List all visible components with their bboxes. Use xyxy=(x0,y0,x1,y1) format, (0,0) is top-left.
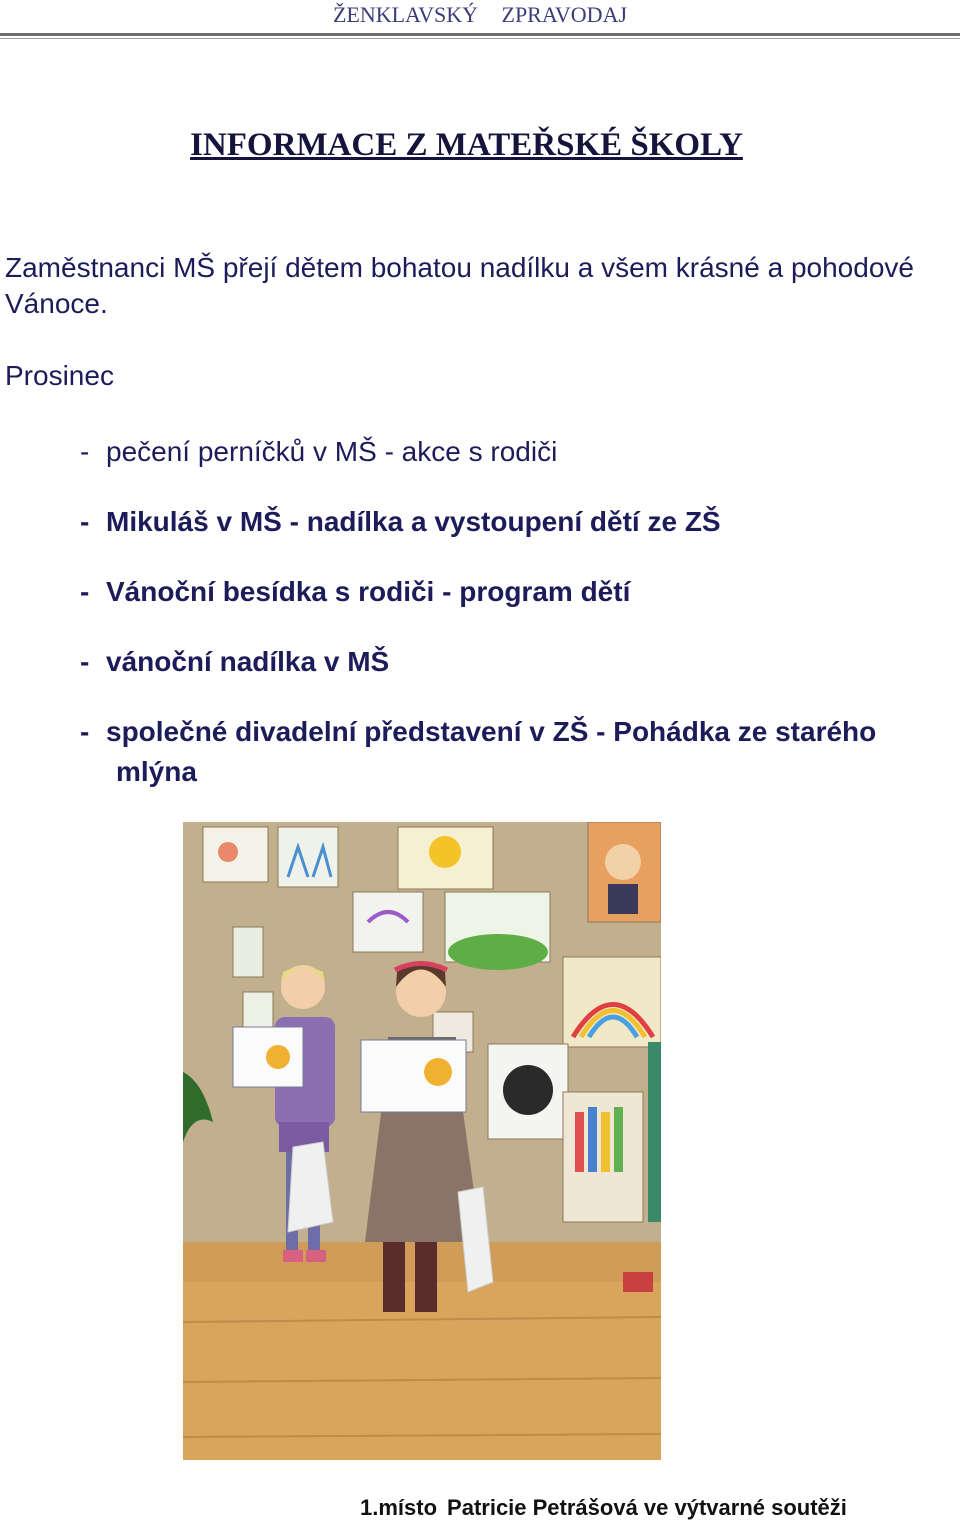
portrait-face xyxy=(605,844,641,880)
diploma-1-emblem xyxy=(266,1045,290,1069)
event-text: Mikuláš v MŠ - nadílka a vystoupení dětí ze ZŠ xyxy=(106,506,721,537)
child-2-boot xyxy=(415,1242,437,1312)
event-text: Vánoční besídka s rodiči - program dětí xyxy=(106,576,631,607)
hill-shape xyxy=(448,934,548,970)
pencil-green xyxy=(614,1107,623,1172)
list-dash: - xyxy=(80,646,90,677)
list-item xyxy=(80,502,930,542)
event-list xyxy=(80,432,930,822)
list-item xyxy=(80,432,930,472)
drawing-figure xyxy=(218,842,238,862)
portrait-body xyxy=(608,884,638,914)
list-item xyxy=(80,642,930,682)
pencil-yellow xyxy=(601,1112,610,1172)
page-header xyxy=(0,0,960,40)
month-heading: Prosinec xyxy=(5,360,114,391)
list-dash: - xyxy=(80,506,90,537)
list-dash: - xyxy=(80,716,90,747)
event-text: pečení perníčků v MŠ - akce s rodiči xyxy=(106,436,558,467)
list-item xyxy=(80,572,930,612)
sun-shape xyxy=(429,836,461,868)
caption-place: 1.místo xyxy=(360,1495,438,1520)
event-text: společné divadelní představení v ZŠ - Pohádka ze starého mlýna xyxy=(106,716,877,787)
child-1-shoe xyxy=(283,1250,303,1262)
list-dash: - xyxy=(80,436,90,467)
drawing-2 xyxy=(278,827,338,887)
greeting-text: Zaměstnanci MŠ přejí dětem bohatou nadílku a všem krásné a pohodové Vánoce. xyxy=(5,252,914,319)
article-title: INFORMACE Z MATEŘSKÉ ŠKOLY xyxy=(190,127,743,163)
newsletter-title: ŽENKLAVSKÝ ZPRAVODAJ xyxy=(332,2,628,27)
partial-person xyxy=(648,1042,661,1222)
child-2-boot xyxy=(383,1242,405,1312)
list-item xyxy=(80,712,930,792)
list-dash: - xyxy=(80,576,90,607)
drawing-3 xyxy=(353,892,423,952)
photo-illustration xyxy=(183,822,661,1460)
header-divider-thin xyxy=(0,38,960,39)
event-text: vánoční nadílka v MŠ xyxy=(106,646,390,677)
photo-caption xyxy=(360,1495,847,1521)
child-1-shoe xyxy=(306,1250,326,1262)
header-divider xyxy=(0,33,960,36)
diploma-2-emblem xyxy=(424,1058,452,1086)
caption-text: Patricie Petrášová ve výtvarné soutěži xyxy=(447,1495,847,1520)
pencil-red xyxy=(575,1112,584,1172)
drawing-dark-shape xyxy=(503,1065,553,1115)
drawing-small xyxy=(233,927,263,977)
partial-shoe xyxy=(623,1272,653,1292)
award-photo xyxy=(183,822,661,1460)
pencil-blue xyxy=(588,1107,597,1172)
